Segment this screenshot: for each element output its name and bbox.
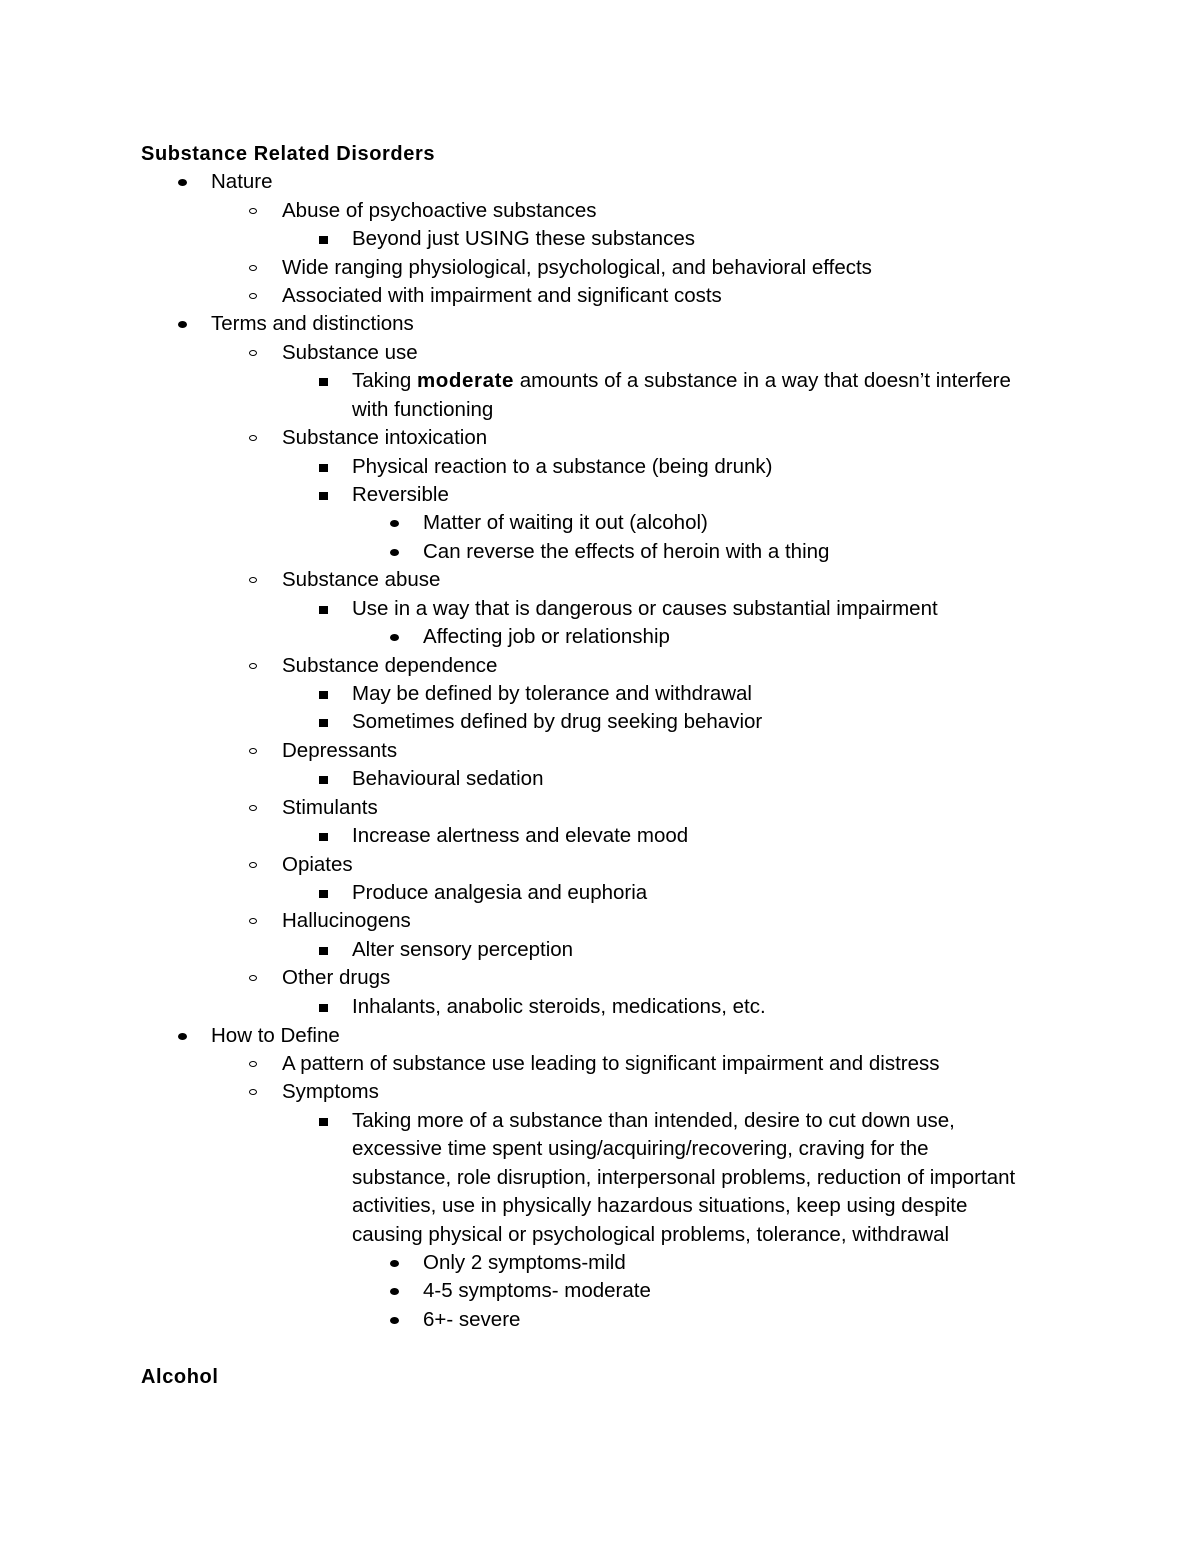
text-run: amounts of a substance in a way that doesn’t interfere — [514, 369, 1011, 392]
list-item-substance-abuse: Substance abuse — [282, 568, 441, 591]
disc-bullet-icon — [390, 549, 399, 556]
list-item-symptoms-line: excessive time spent using/acquiring/recovering, craving for the — [352, 1137, 929, 1160]
list-item-moderate: 4-5 symptoms- moderate — [423, 1279, 651, 1302]
square-bullet-icon — [319, 776, 328, 784]
list-item-tolerance: May be defined by tolerance and withdrawal — [352, 682, 752, 705]
list-item-symptoms-line: activities, use in physically hazardous situations, keep using despite — [352, 1194, 968, 1217]
circle-bullet-icon — [249, 975, 257, 981]
section-heading-substance-related-disorders: Substance Related Disorders — [141, 143, 436, 165]
circle-bullet-icon — [249, 265, 257, 271]
list-item-analgesia: Produce analgesia and euphoria — [352, 881, 648, 904]
circle-bullet-icon — [249, 1089, 257, 1095]
list-item-symptoms-line: substance, role disruption, interpersonal problems, reduction of important — [352, 1166, 1016, 1189]
disc-bullet-icon — [390, 1260, 399, 1267]
circle-bullet-icon — [249, 577, 257, 583]
circle-bullet-icon — [249, 663, 257, 669]
circle-bullet-icon — [249, 862, 257, 868]
list-item-taking-moderate — [352, 367, 1011, 395]
list-item-substance-use: Substance use — [282, 341, 418, 364]
list-item-continuation: with functioning — [352, 398, 494, 421]
bold-keyword-moderate: moderate — [416, 369, 515, 392]
list-item-use-dangerous: Use in a way that is dangerous or causes substantial impairment — [352, 597, 938, 620]
disc-bullet-icon — [390, 520, 399, 527]
list-item-how-to-define: How to Define — [211, 1024, 340, 1047]
list-item-mild: Only 2 symptoms-mild — [423, 1251, 626, 1274]
square-bullet-icon — [319, 691, 328, 699]
list-item-drug-seeking: Sometimes defined by drug seeking behavior — [352, 710, 763, 733]
text-run: Taking — [352, 369, 417, 392]
list-item-terms: Terms and distinctions — [211, 312, 414, 335]
list-item-heroin: Can reverse the effects of heroin with a thing — [423, 540, 830, 563]
list-item-waiting: Matter of waiting it out (alcohol) — [423, 511, 708, 534]
square-bullet-icon — [319, 464, 328, 472]
list-item-physical-reaction: Physical reaction to a substance (being drunk) — [352, 455, 773, 478]
square-bullet-icon — [319, 1118, 328, 1126]
square-bullet-icon — [319, 236, 328, 244]
square-bullet-icon — [319, 719, 328, 727]
disc-bullet-icon — [178, 321, 187, 328]
square-bullet-icon — [319, 492, 328, 500]
list-item-symptoms-line: Taking more of a substance than intended, desire to cut down use, — [352, 1109, 955, 1132]
disc-bullet-icon — [178, 179, 187, 186]
list-item-other-drugs: Other drugs — [282, 966, 391, 989]
list-item-sedation: Behavioural sedation — [352, 767, 544, 790]
circle-bullet-icon — [249, 748, 257, 754]
circle-bullet-icon — [249, 918, 257, 924]
square-bullet-icon — [319, 833, 328, 841]
list-item-symptoms-line: causing physical or psychological problems, tolerance, withdrawal — [352, 1223, 950, 1246]
list-item-reversible: Reversible — [352, 483, 449, 506]
list-item-sensory: Alter sensory perception — [352, 938, 574, 961]
list-item-abuse-psychoactive: Abuse of psychoactive substances — [282, 199, 597, 222]
list-item-inhalants: Inhalants, anabolic steroids, medications, etc. — [352, 995, 766, 1018]
list-item-hallucinogens: Hallucinogens — [282, 909, 411, 932]
disc-bullet-icon — [390, 1288, 399, 1295]
disc-bullet-icon — [178, 1033, 187, 1040]
square-bullet-icon — [319, 606, 328, 614]
list-item-pattern: A pattern of substance use leading to significant impairment and distress — [282, 1052, 940, 1075]
list-item-beyond-using: Beyond just USING these substances — [352, 227, 695, 250]
square-bullet-icon — [319, 378, 328, 386]
disc-bullet-icon — [390, 634, 399, 641]
square-bullet-icon — [319, 1004, 328, 1012]
circle-bullet-icon — [249, 350, 257, 356]
square-bullet-icon — [319, 947, 328, 955]
list-item-symptoms: Symptoms — [282, 1080, 379, 1103]
circle-bullet-icon — [249, 208, 257, 214]
list-item-substance-dependence: Substance dependence — [282, 654, 498, 677]
list-item-opiates: Opiates — [282, 853, 353, 876]
list-item-stimulants: Stimulants — [282, 796, 378, 819]
list-item-affecting: Affecting job or relationship — [423, 625, 670, 648]
list-item-severe: 6+- severe — [423, 1308, 521, 1331]
circle-bullet-icon — [249, 293, 257, 299]
list-item-substance-intoxication: Substance intoxication — [282, 426, 488, 449]
disc-bullet-icon — [390, 1317, 399, 1324]
list-item-associated: Associated with impairment and significant costs — [282, 284, 722, 307]
list-item-depressants: Depressants — [282, 739, 398, 762]
square-bullet-icon — [319, 890, 328, 898]
list-item-nature: Nature — [211, 170, 273, 193]
circle-bullet-icon — [249, 1061, 257, 1067]
circle-bullet-icon — [249, 805, 257, 811]
list-item-alertness: Increase alertness and elevate mood — [352, 824, 689, 847]
section-heading-alcohol: Alcohol — [141, 1366, 219, 1388]
circle-bullet-icon — [249, 435, 257, 441]
list-item-wide-ranging: Wide ranging physiological, psychological, and behavioral effects — [282, 256, 872, 279]
